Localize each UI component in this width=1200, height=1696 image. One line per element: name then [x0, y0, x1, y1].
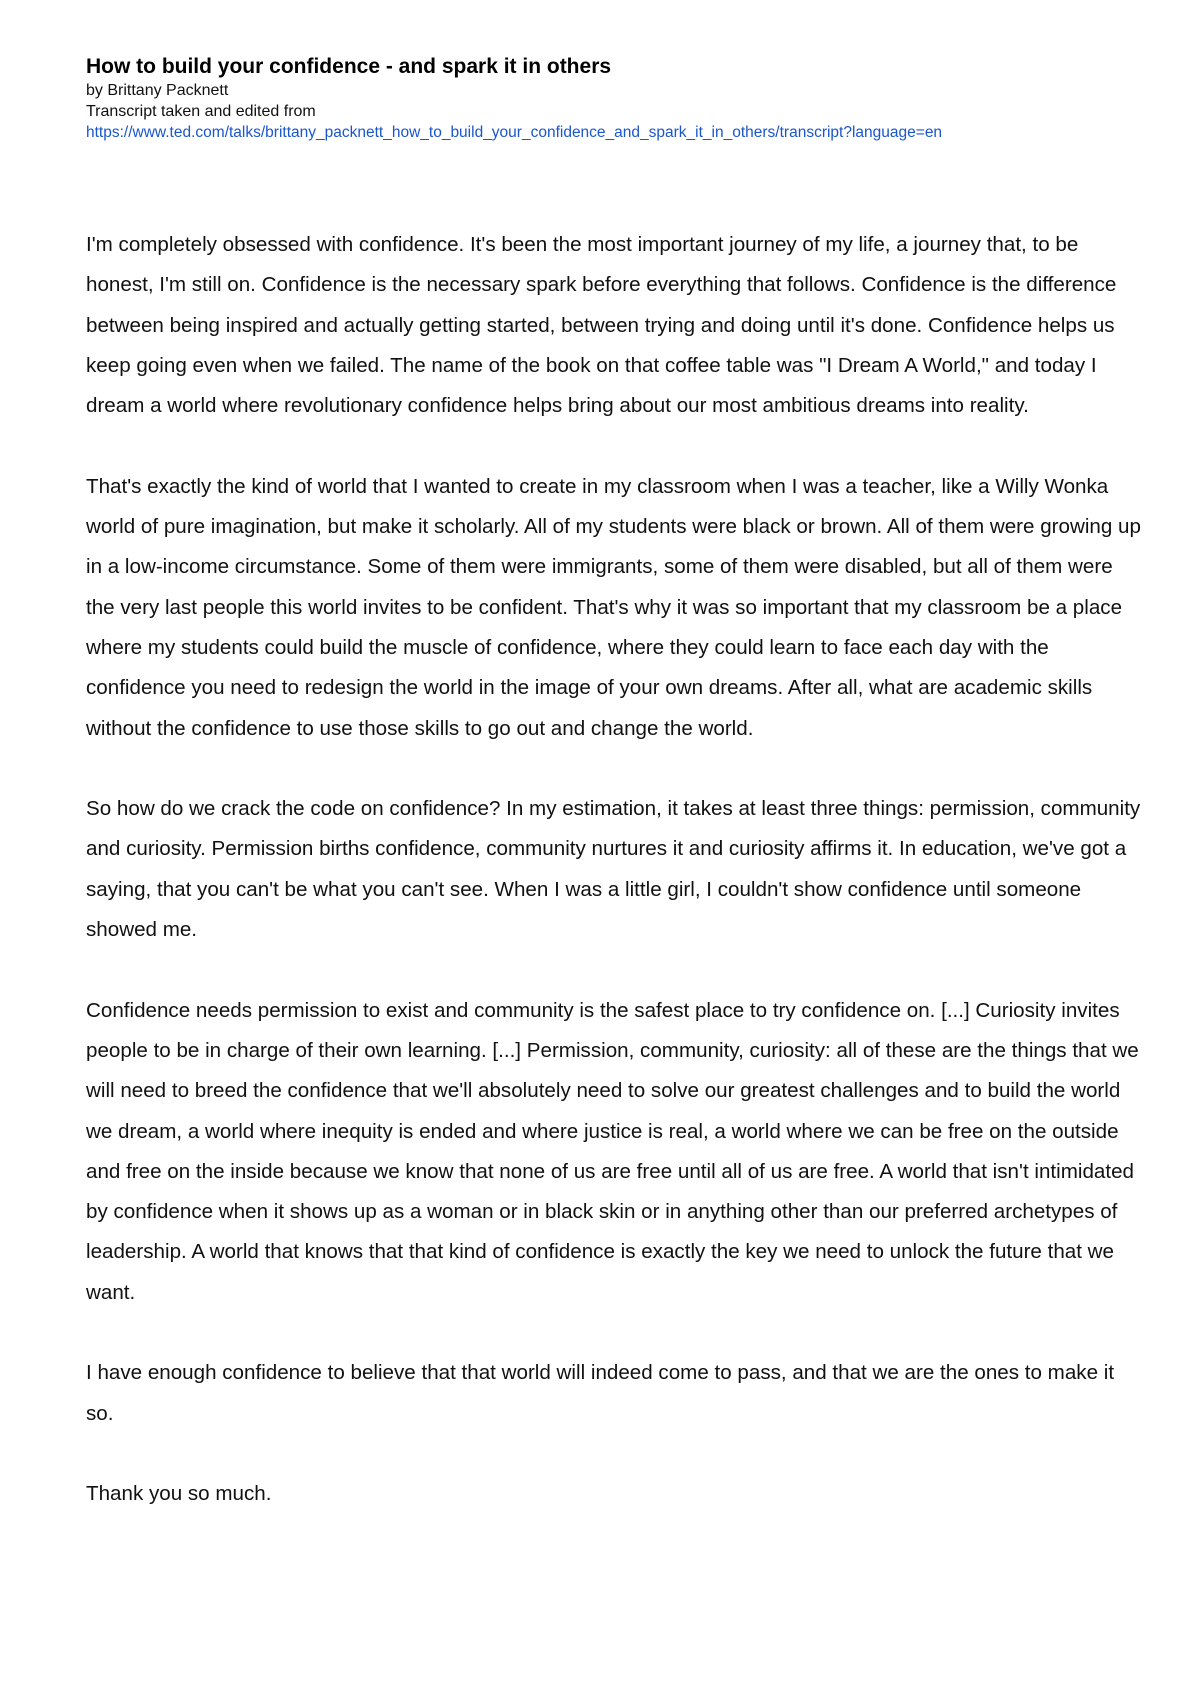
paragraph: I'm completely obsessed with confidence. It's been the most important journey of my life, a journey that, to be honest, I'm still on. Confidence is the necessary spark before everything that follows. Confidence is the difference between being inspired and actually getting started, between trying and doing until it's done. Confidence helps us keep going even when we failed. The name of the book on that coffee table was "I Dream A World," and today I dream a world where revolutionary confidence helps bring about our most ambitious dreams into reality. [86, 233, 1117, 418]
paragraph: So how do we crack the code on confidence? In my estimation, it takes at least three things: permission, community and curiosity. Permission births confidence, community nurtures it and curiosity affirms it. In education, we've got a saying, that you can't be what you can't see. When I was a little girl, I couldn't show confidence until someone showed me. [86, 797, 1141, 942]
paragraph: Confidence needs permission to exist and community is the safest place to try confidence on. [...] Curiosity invites people to be in charge of their own learning. [...] Permission, community, curiosity: all of these are the things that we will need to breed the confidence that we'll absolutely need to solve our greatest challenges and to build the world we dream, a world where inequity is ended and where justice is real, a world where we can be free on the outside and free on the inside because we know that none of us are free until all of us are free. A world that isn't intimidated by confidence when it shows up as a woman or in black skin or in anything other than our preferred archetypes of leadership. A world that knows that that kind of confidence is exactly the key we need to unlock the future that we want. [86, 998, 1139, 1304]
document-title: How to build your confidence - and spark it in others [86, 55, 612, 78]
paragraph: Thank you so much. [86, 1482, 272, 1506]
paragraph: I have enough confidence to believe that that world will indeed come to pass, and that we are the ones to make it so. [86, 1361, 1115, 1425]
source-link[interactable]: https://www.ted.com/talks/brittany_packnett_how_to_build_your_confidence_and_spark_it_in_others/transcript?language=en [86, 124, 943, 141]
paragraph: That's exactly the kind of world that I wanted to create in my classroom when I was a teacher, like a Willy Wonka world of pure imagination, but make it scholarly. All of my students were black or brown. All of them were growing up in a low-income circumstance. Some of them were immigrants, some of them were disabled, but all of them were the very last people this world invites to be confident. That's why it was so important that my classroom be a place where my students could build the muscle of confidence, where they could learn to face each day with the confidence you need to redesign the world in the image of your own dreams. After all, what are academic skills without the confidence to use those skills to go out and change the world. [86, 474, 1141, 740]
source-note: Transcript taken and edited from [86, 103, 316, 120]
document-page [86, 54, 1146, 1555]
author-byline: by Brittany Packnett [86, 82, 229, 99]
document-header [86, 54, 1146, 144]
transcript-body [86, 225, 1146, 1515]
